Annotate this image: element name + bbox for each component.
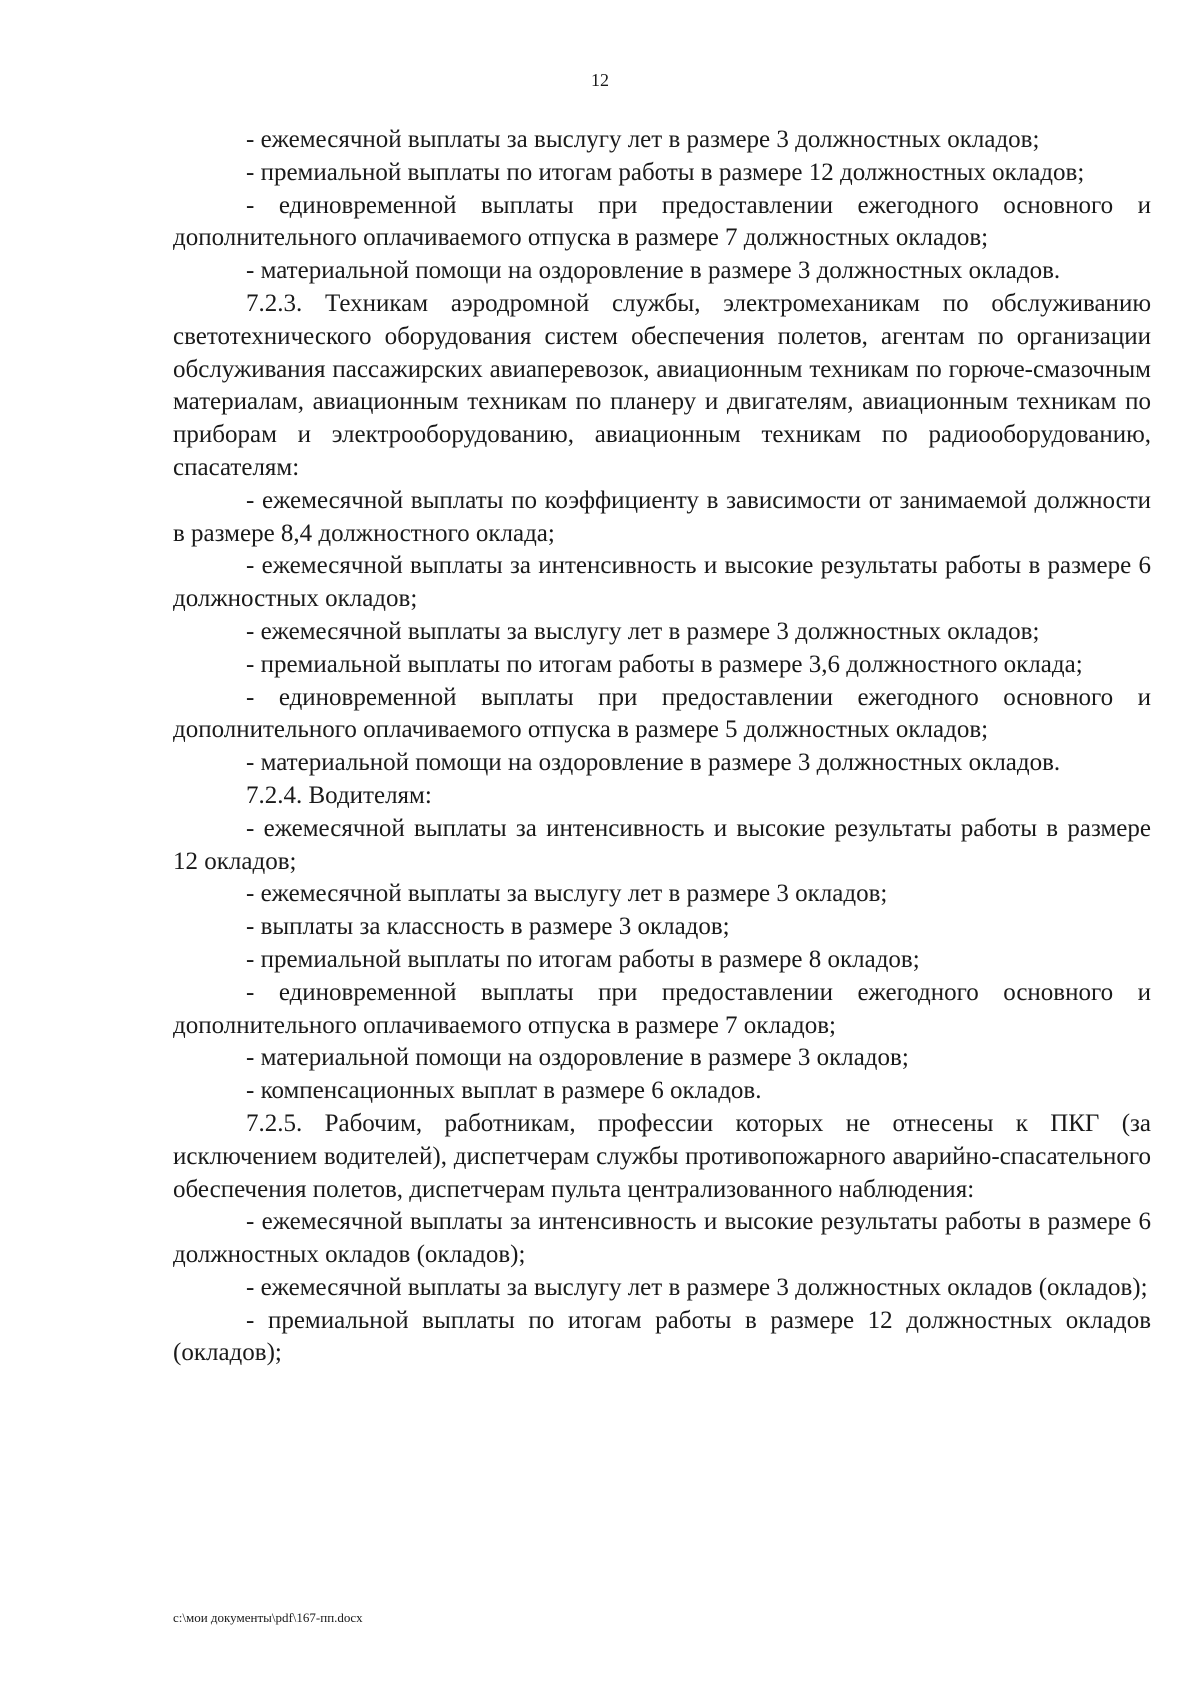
- paragraph: - ежемесячной выплаты за выслугу лет в размере 3 должностных окладов (окладов);: [246, 1273, 1148, 1301]
- paragraph: - материальной помощи на оздоровление в размере 3 должностных окладов.: [246, 749, 1061, 777]
- section-heading-7-2-4: 7.2.4. Водителям:: [246, 781, 432, 809]
- paragraph: - единовременной выплаты при предоставлении ежегодного основного и дополнительного оплачиваемого отпуска в размере 5 должностных окладов;: [173, 683, 1151, 744]
- paragraph: - ежемесячной выплаты за выслугу лет в размере 3 окладов;: [246, 880, 888, 908]
- paragraph: - ежемесячной выплаты за выслугу лет в размере 3 должностных окладов;: [246, 617, 1040, 645]
- paragraph: - премиальной выплаты по итогам работы в размере 12 должностных окладов (окладов);: [173, 1306, 1151, 1367]
- paragraph: - материальной помощи на оздоровление в размере 3 должностных окладов.: [246, 257, 1061, 285]
- paragraph: - единовременной выплаты при предоставлении ежегодного основного и дополнительного оплачиваемого отпуска в размере 7 должностных окладов;: [173, 191, 1151, 252]
- paragraph: - ежемесячной выплаты за интенсивность и высокие результаты работы в размере 6 должностных окладов;: [173, 552, 1151, 613]
- paragraph: - ежемесячной выплаты за интенсивность и высокие результаты работы в размере 6 должностных окладов (окладов);: [173, 1208, 1151, 1269]
- section-heading-7-2-3: 7.2.3. Техникам аэродромной службы, электромеханикам по обслуживанию светотехнического оборудования систем обеспечения полетов, агентам по организации обслуживания пассажирских авиаперевозок, авиационным техникам по горюче-смазочным материалам, авиационным техникам по планеру и двигателям, авиационным техникам по приборам и электрооборудованию, авиационным техникам по радиооборудованию, спасателям:: [173, 289, 1151, 481]
- paragraph: - ежемесячной выплаты за выслугу лет в размере 3 должностных окладов;: [246, 126, 1040, 153]
- page-number: 12: [591, 70, 609, 90]
- body-text: [173, 124, 1151, 1370]
- paragraph: - премиальной выплаты по итогам работы в размере 12 должностных окладов;: [246, 158, 1085, 186]
- paragraph: - материальной помощи на оздоровление в размере 3 окладов;: [246, 1044, 909, 1072]
- footer-file-path: c:\мои документы\pdf\167-пп.docx: [173, 1610, 363, 1625]
- paragraph: - компенсационных выплат в размере 6 окладов.: [246, 1077, 762, 1105]
- paragraph: - единовременной выплаты при предоставлении ежегодного основного и дополнительного оплачиваемого отпуска в размере 7 окладов;: [173, 978, 1151, 1039]
- paragraph: - ежемесячной выплаты за интенсивность и высокие результаты работы в размере 12 окладов;: [173, 814, 1151, 875]
- paragraph: - выплаты за классность в размере 3 окладов;: [246, 913, 730, 941]
- paragraph: - премиальной выплаты по итогам работы в размере 3,6 должностного оклада;: [246, 650, 1083, 678]
- paragraph: - ежемесячной выплаты по коэффициенту в зависимости от занимаемой должности в размере 8,4 должностного оклада;: [173, 486, 1151, 547]
- section-heading-7-2-5: 7.2.5. Рабочим, работникам, профессии которых не отнесены к ПКГ (за исключением водителей), диспетчерам службы противопожарного аварийно-спасательного обеспечения полетов, диспетчерам пульта централизованного наблюдения:: [173, 1109, 1151, 1203]
- paragraph: - премиальной выплаты по итогам работы в размере 8 окладов;: [246, 945, 920, 973]
